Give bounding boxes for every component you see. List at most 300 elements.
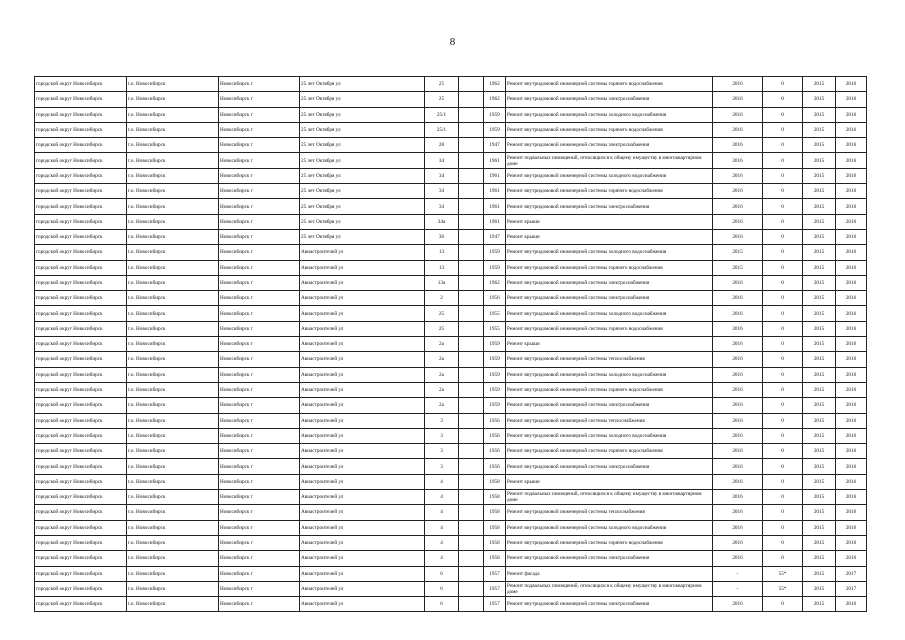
cell-housing (459, 275, 484, 290)
cell-period-end: 2016 (836, 245, 867, 260)
cell-work-type: Ремонт крыши (506, 214, 713, 229)
cell-build-year: 1962 (484, 92, 506, 107)
cell-house-number: 6 (425, 566, 459, 581)
cell-house-number: 4 (425, 474, 459, 489)
cell-build-year: 1962 (484, 275, 506, 290)
cell-housing (459, 168, 484, 183)
cell-street: 25 лет Октября ул (300, 184, 425, 199)
cell-house-number: 34 (425, 199, 459, 214)
cell-build-year: 1958 (484, 520, 506, 535)
cell-housing (459, 551, 484, 566)
cell-street: 25 лет Октября ул (300, 92, 425, 107)
cell-period-end: 2016 (836, 444, 867, 459)
cell-cost: 0 (763, 520, 803, 535)
cell-cost: 0 (763, 551, 803, 566)
cell-period-start: 2015 (803, 413, 836, 428)
table-row (35, 428, 867, 443)
cell-street: 25 лет Октября ул (300, 122, 425, 137)
table-row (35, 321, 867, 336)
cell-street: Авиастроителей ул (300, 474, 425, 489)
table-row (35, 229, 867, 244)
cell-municipality: городской округ Новосибирск (35, 245, 127, 260)
cell-street: Авиастроителей ул (300, 337, 425, 352)
cell-period-end: 2016 (836, 413, 867, 428)
cell-period-end: 2016 (836, 291, 867, 306)
cell-housing (459, 337, 484, 352)
cell-municipality: городской округ Новосибирск (35, 398, 127, 413)
cell-cost: 0 (763, 413, 803, 428)
cell-district: г.о. Новосибирск (127, 291, 219, 306)
cell-district: г.о. Новосибирск (127, 275, 219, 290)
cell-municipality: городской округ Новосибирск (35, 214, 127, 229)
cell-cost: 0 (763, 138, 803, 153)
cell-house-number: 13 (425, 260, 459, 275)
cell-municipality: городской округ Новосибирск (35, 77, 127, 92)
cell-municipality: городской округ Новосибирск (35, 352, 127, 367)
cell-period-start: 2015 (803, 168, 836, 183)
cell-plan-year: 2016 (713, 398, 763, 413)
cell-build-year: 1958 (484, 505, 506, 520)
cell-period-start: 2015 (803, 306, 836, 321)
cell-house-number: 25 (425, 306, 459, 321)
cell-settlement: Новосибирск г (219, 398, 300, 413)
cell-period-end: 2016 (836, 199, 867, 214)
cell-plan-year: 2016 (713, 367, 763, 382)
cell-plan-year: 2016 (713, 337, 763, 352)
cell-build-year: 1961 (484, 184, 506, 199)
cell-settlement: Новосибирск г (219, 474, 300, 489)
table-row (35, 184, 867, 199)
cell-period-end: 2016 (836, 459, 867, 474)
cell-house-number: 2а (425, 367, 459, 382)
cell-house-number: 34 (425, 168, 459, 183)
cell-street: Авиастроителей ул (300, 535, 425, 550)
table-row (35, 260, 867, 275)
cell-municipality: городской округ Новосибирск (35, 490, 127, 505)
cell-street: 25 лет Октября ул (300, 107, 425, 122)
table-row (35, 367, 867, 382)
cell-build-year: 1959 (484, 337, 506, 352)
cell-work-type: Ремонт внутридомовой инженерной системы горячего водоснабжения (506, 382, 713, 397)
table-row (35, 459, 867, 474)
cell-municipality: городской округ Новосибирск (35, 597, 127, 612)
cell-settlement: Новосибирск г (219, 92, 300, 107)
cell-municipality: городской округ Новосибирск (35, 153, 127, 168)
cell-work-type: Ремонт внутридомовой инженерной системы электроснабжения (506, 597, 713, 612)
cell-build-year: 1959 (484, 260, 506, 275)
cell-municipality: городской округ Новосибирск (35, 444, 127, 459)
cell-settlement: Новосибирск г (219, 428, 300, 443)
cell-plan-year: - (713, 581, 763, 596)
cell-build-year: 1947 (484, 138, 506, 153)
cell-plan-year: 2016 (713, 306, 763, 321)
cell-period-start: 2015 (803, 520, 836, 535)
cell-work-type: Ремонт внутридомовой инженерной системы горячего водоснабжения (506, 260, 713, 275)
cell-settlement: Новосибирск г (219, 199, 300, 214)
cell-house-number: 36 (425, 229, 459, 244)
cell-period-start: 2015 (803, 474, 836, 489)
cell-housing (459, 153, 484, 168)
cell-period-start: 2015 (803, 566, 836, 581)
cell-settlement: Новосибирск г (219, 551, 300, 566)
cell-house-number: 13 (425, 245, 459, 260)
cell-street: Авиастроителей ул (300, 551, 425, 566)
cell-period-start: 2015 (803, 199, 836, 214)
cell-period-end: 2016 (836, 122, 867, 137)
cell-district: г.о. Новосибирск (127, 260, 219, 275)
cell-build-year: 1958 (484, 551, 506, 566)
table-row (35, 505, 867, 520)
cell-municipality: городской округ Новосибирск (35, 260, 127, 275)
cell-district: г.о. Новосибирск (127, 520, 219, 535)
cell-period-start: 2015 (803, 229, 836, 244)
cell-street: Авиастроителей ул (300, 581, 425, 596)
table-row (35, 168, 867, 183)
cell-cost: 0 (763, 153, 803, 168)
table-row (35, 153, 867, 168)
cell-municipality: городской округ Новосибирск (35, 459, 127, 474)
cell-plan-year: 2016 (713, 168, 763, 183)
cell-district: г.о. Новосибирск (127, 199, 219, 214)
cell-house-number: 34 (425, 184, 459, 199)
cell-cost: 0 (763, 444, 803, 459)
cell-work-type: Ремонт подвальных помещений, относящихся к общему имуществу в многоквартирном доме (506, 490, 713, 505)
cell-plan-year: 2015 (713, 260, 763, 275)
cell-period-start: 2015 (803, 398, 836, 413)
cell-period-start: 2015 (803, 77, 836, 92)
cell-build-year: 1959 (484, 398, 506, 413)
cell-housing (459, 505, 484, 520)
cell-settlement: Новосибирск г (219, 367, 300, 382)
cell-work-type: Ремонт внутридомовой инженерной системы горячего водоснабжения (506, 77, 713, 92)
cell-settlement: Новосибирск г (219, 444, 300, 459)
cell-work-type: Ремонт внутридомовой инженерной системы холодного водоснабжения (506, 520, 713, 535)
cell-period-end: 2016 (836, 184, 867, 199)
cell-cost: 0 (763, 337, 803, 352)
cell-housing (459, 122, 484, 137)
cell-cost: 0 (763, 168, 803, 183)
table-row (35, 275, 867, 290)
cell-period-end: 2016 (836, 214, 867, 229)
cell-municipality: городской округ Новосибирск (35, 474, 127, 489)
cell-period-end: 2016 (836, 168, 867, 183)
cell-street: Авиастроителей ул (300, 444, 425, 459)
cell-build-year: 1961 (484, 168, 506, 183)
cell-period-start: 2015 (803, 184, 836, 199)
cell-cost: 0 (763, 260, 803, 275)
table-row (35, 337, 867, 352)
cell-work-type: Ремонт внутридомовой инженерной системы электроснабжения (506, 551, 713, 566)
cell-district: г.о. Новосибирск (127, 138, 219, 153)
cell-housing (459, 321, 484, 336)
cell-house-number: 4 (425, 535, 459, 550)
cell-municipality: городской округ Новосибирск (35, 321, 127, 336)
cell-house-number: 3 (425, 428, 459, 443)
cell-build-year: 1959 (484, 352, 506, 367)
cell-street: Авиастроителей ул (300, 459, 425, 474)
cell-district: г.о. Новосибирск (127, 306, 219, 321)
cell-period-end: 2016 (836, 597, 867, 612)
cell-house-number: 4 (425, 505, 459, 520)
cell-district: г.о. Новосибирск (127, 398, 219, 413)
cell-settlement: Новосибирск г (219, 214, 300, 229)
cell-district: г.о. Новосибирск (127, 581, 219, 596)
cell-period-start: 2015 (803, 581, 836, 596)
table-row (35, 444, 867, 459)
cell-housing (459, 444, 484, 459)
cell-work-type: Ремонт внутридомовой инженерной системы теплоснабжения (506, 505, 713, 520)
cell-plan-year: 2016 (713, 275, 763, 290)
cell-work-type: Ремонт крыши (506, 229, 713, 244)
cell-house-number: 6 (425, 581, 459, 596)
cell-work-type: Ремонт внутридомовой инженерной системы холодного водоснабжения (506, 367, 713, 382)
cell-settlement: Новосибирск г (219, 107, 300, 122)
cell-cost: 55* (763, 581, 803, 596)
table-row (35, 245, 867, 260)
cell-period-start: 2015 (803, 597, 836, 612)
cell-period-start: 2015 (803, 428, 836, 443)
cell-housing (459, 92, 484, 107)
cell-cost: 0 (763, 428, 803, 443)
table-row (35, 77, 867, 92)
cell-settlement: Новосибирск г (219, 291, 300, 306)
table-row (35, 398, 867, 413)
cell-district: г.о. Новосибирск (127, 428, 219, 443)
cell-period-end: 2016 (836, 77, 867, 92)
cell-build-year: 1956 (484, 444, 506, 459)
cell-housing (459, 597, 484, 612)
cell-street: Авиастроителей ул (300, 520, 425, 535)
cell-settlement: Новосибирск г (219, 535, 300, 550)
cell-cost: 0 (763, 321, 803, 336)
cell-plan-year: 2016 (713, 92, 763, 107)
cell-period-start: 2015 (803, 138, 836, 153)
cell-street: 25 лет Октября ул (300, 199, 425, 214)
cell-housing (459, 229, 484, 244)
cell-housing (459, 214, 484, 229)
cell-period-end: 2016 (836, 352, 867, 367)
table-row (35, 597, 867, 612)
cell-period-end: 2016 (836, 474, 867, 489)
cell-build-year: 1959 (484, 107, 506, 122)
table-row (35, 474, 867, 489)
cell-build-year: 1962 (484, 77, 506, 92)
cell-work-type: Ремонт внутридомовой инженерной системы электроснабжения (506, 291, 713, 306)
cell-build-year: 1956 (484, 428, 506, 443)
cell-house-number: 25 (425, 321, 459, 336)
cell-work-type: Ремонт внутридомовой инженерной системы теплоснабжения (506, 352, 713, 367)
cell-municipality: городской округ Новосибирск (35, 566, 127, 581)
cell-period-end: 2016 (836, 138, 867, 153)
cell-settlement: Новосибирск г (219, 520, 300, 535)
cell-district: г.о. Новосибирск (127, 535, 219, 550)
cell-work-type: Ремонт внутридомовой инженерной системы горячего водоснабжения (506, 184, 713, 199)
cell-settlement: Новосибирск г (219, 168, 300, 183)
cell-work-type: Ремонт внутридомовой инженерной системы холодного водоснабжения (506, 306, 713, 321)
cell-housing (459, 428, 484, 443)
cell-district: г.о. Новосибирск (127, 444, 219, 459)
cell-work-type: Ремонт внутридомовой инженерной системы электроснабжения (506, 275, 713, 290)
cell-period-end: 2016 (836, 275, 867, 290)
table-row (35, 382, 867, 397)
cell-housing (459, 184, 484, 199)
cell-municipality: городской округ Новосибирск (35, 107, 127, 122)
cell-house-number: 13а (425, 275, 459, 290)
cell-period-start: 2015 (803, 505, 836, 520)
cell-work-type: Ремонт внутридомовой инженерной системы электроснабжения (506, 398, 713, 413)
cell-municipality: городской округ Новосибирск (35, 337, 127, 352)
cell-plan-year: 2016 (713, 428, 763, 443)
capital-repair-table (34, 76, 867, 612)
cell-municipality: городской округ Новосибирск (35, 535, 127, 550)
cell-period-start: 2015 (803, 337, 836, 352)
table-row (35, 107, 867, 122)
cell-street: Авиастроителей ул (300, 490, 425, 505)
cell-period-start: 2015 (803, 490, 836, 505)
cell-plan-year: 2016 (713, 520, 763, 535)
cell-period-start: 2015 (803, 214, 836, 229)
cell-period-end: 2017 (836, 581, 867, 596)
table-body (35, 77, 867, 612)
cell-street: 25 лет Октября ул (300, 168, 425, 183)
cell-period-start: 2015 (803, 535, 836, 550)
cell-district: г.о. Новосибирск (127, 551, 219, 566)
table-row (35, 520, 867, 535)
cell-house-number: 3 (425, 413, 459, 428)
cell-period-start: 2015 (803, 382, 836, 397)
cell-district: г.о. Новосибирск (127, 337, 219, 352)
cell-period-end: 2016 (836, 520, 867, 535)
cell-build-year: 1955 (484, 321, 506, 336)
cell-housing (459, 306, 484, 321)
cell-period-end: 2016 (836, 337, 867, 352)
cell-street: Авиастроителей ул (300, 306, 425, 321)
cell-build-year: 1956 (484, 413, 506, 428)
cell-house-number: 3 (425, 459, 459, 474)
cell-district: г.о. Новосибирск (127, 566, 219, 581)
cell-period-end: 2016 (836, 107, 867, 122)
cell-period-start: 2015 (803, 245, 836, 260)
cell-work-type: Ремонт внутридомовой инженерной системы электроснабжения (506, 138, 713, 153)
table-row (35, 306, 867, 321)
cell-period-start: 2015 (803, 367, 836, 382)
cell-period-start: 2015 (803, 352, 836, 367)
cell-street: Авиастроителей ул (300, 275, 425, 290)
cell-work-type: Ремонт внутридомовой инженерной системы теплоснабжения (506, 413, 713, 428)
cell-municipality: городской округ Новосибирск (35, 367, 127, 382)
cell-settlement: Новосибирск г (219, 597, 300, 612)
cell-house-number: 34а (425, 214, 459, 229)
cell-street: 25 лет Октября ул (300, 138, 425, 153)
cell-period-start: 2015 (803, 153, 836, 168)
cell-cost: 55* (763, 566, 803, 581)
cell-work-type: Ремонт фасада (506, 566, 713, 581)
cell-housing (459, 535, 484, 550)
cell-period-end: 2016 (836, 306, 867, 321)
cell-cost: 0 (763, 122, 803, 137)
cell-housing (459, 490, 484, 505)
cell-plan-year: 2016 (713, 214, 763, 229)
cell-build-year: 1957 (484, 566, 506, 581)
cell-cost: 0 (763, 382, 803, 397)
cell-work-type: Ремонт подвальных помещений, относящихся к общему имуществу в многоквартирном доме (506, 153, 713, 168)
cell-house-number: 28 (425, 138, 459, 153)
cell-district: г.о. Новосибирск (127, 107, 219, 122)
cell-house-number: 25/1 (425, 122, 459, 137)
cell-settlement: Новосибирск г (219, 337, 300, 352)
cell-period-start: 2015 (803, 459, 836, 474)
table-row (35, 291, 867, 306)
cell-municipality: городской округ Новосибирск (35, 505, 127, 520)
cell-cost: 0 (763, 291, 803, 306)
cell-settlement: Новосибирск г (219, 566, 300, 581)
cell-house-number: 2а (425, 382, 459, 397)
cell-cost: 0 (763, 490, 803, 505)
cell-period-start: 2015 (803, 92, 836, 107)
cell-plan-year: 2016 (713, 444, 763, 459)
cell-district: г.о. Новосибирск (127, 352, 219, 367)
cell-plan-year: 2016 (713, 551, 763, 566)
cell-settlement: Новосибирск г (219, 245, 300, 260)
cell-street: Авиастроителей ул (300, 413, 425, 428)
cell-period-end: 2016 (836, 398, 867, 413)
cell-period-end: 2016 (836, 321, 867, 336)
cell-municipality: городской округ Новосибирск (35, 199, 127, 214)
cell-period-end: 2016 (836, 551, 867, 566)
cell-settlement: Новосибирск г (219, 153, 300, 168)
cell-period-end: 2017 (836, 566, 867, 581)
cell-housing (459, 260, 484, 275)
cell-work-type: Ремонт внутридомовой инженерной системы электроснабжения (506, 459, 713, 474)
cell-cost: 0 (763, 107, 803, 122)
cell-district: г.о. Новосибирск (127, 153, 219, 168)
cell-plan-year: 2016 (713, 153, 763, 168)
cell-period-end: 2016 (836, 92, 867, 107)
cell-cost: 0 (763, 367, 803, 382)
cell-plan-year: 2016 (713, 291, 763, 306)
cell-district: г.о. Новосибирск (127, 505, 219, 520)
table-row (35, 581, 867, 596)
cell-district: г.о. Новосибирск (127, 413, 219, 428)
cell-street: Авиастроителей ул (300, 352, 425, 367)
cell-work-type: Ремонт внутридомовой инженерной системы горячего водоснабжения (506, 321, 713, 336)
cell-municipality: городской округ Новосибирск (35, 581, 127, 596)
cell-period-end: 2016 (836, 428, 867, 443)
cell-plan-year: 2016 (713, 382, 763, 397)
cell-municipality: городской округ Новосибирск (35, 168, 127, 183)
cell-period-start: 2015 (803, 122, 836, 137)
cell-work-type: Ремонт внутридомовой инженерной системы холодного водоснабжения (506, 107, 713, 122)
table-row (35, 551, 867, 566)
cell-settlement: Новосибирск г (219, 184, 300, 199)
cell-period-end: 2016 (836, 367, 867, 382)
cell-district: г.о. Новосибирск (127, 229, 219, 244)
cell-municipality: городской округ Новосибирск (35, 413, 127, 428)
cell-street: Авиастроителей ул (300, 321, 425, 336)
table-row (35, 214, 867, 229)
cell-work-type: Ремонт внутридомовой инженерной системы горячего водоснабжения (506, 122, 713, 137)
cell-settlement: Новосибирск г (219, 382, 300, 397)
cell-district: г.о. Новосибирск (127, 122, 219, 137)
cell-municipality: городской округ Новосибирск (35, 306, 127, 321)
cell-period-start: 2015 (803, 551, 836, 566)
cell-build-year: 1947 (484, 229, 506, 244)
cell-municipality: городской округ Новосибирск (35, 551, 127, 566)
cell-plan-year: 2016 (713, 122, 763, 137)
cell-housing (459, 520, 484, 535)
cell-cost: 0 (763, 398, 803, 413)
cell-work-type: Ремонт внутридомовой инженерной системы холодного водоснабжения (506, 428, 713, 443)
